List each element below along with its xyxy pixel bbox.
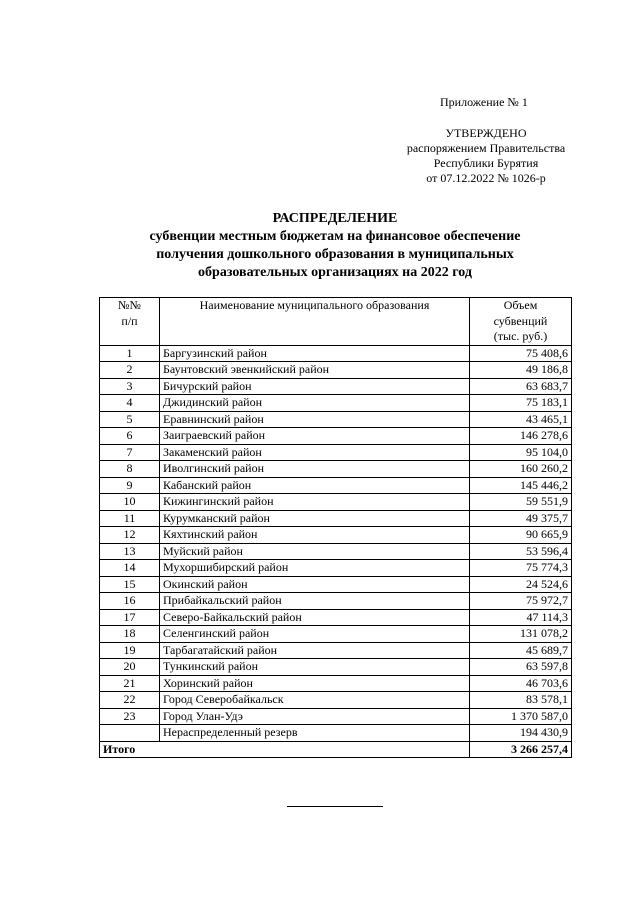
cell-number: 15 [100, 576, 160, 593]
cell-amount: 49 186,8 [470, 362, 572, 379]
cell-number: 7 [100, 444, 160, 461]
col-header-amount [470, 298, 572, 346]
document-title [100, 210, 570, 282]
table-row [100, 527, 572, 544]
header-text: субвенций [493, 313, 548, 328]
cell-amount: 146 278,6 [470, 428, 572, 445]
cell-name: Кабанский район [160, 477, 470, 494]
cell-number: 9 [100, 477, 160, 494]
cell-name: Закаменский район [160, 444, 470, 461]
table-row [100, 428, 572, 445]
cell-amount: 75 972,7 [470, 593, 572, 610]
footer-separator-line [287, 806, 383, 807]
cell-amount: 160 260,2 [470, 461, 572, 478]
cell-name: Заиграевский район [160, 428, 470, 445]
distribution-table [99, 297, 572, 758]
cell-number: 3 [100, 378, 160, 395]
cell-name: Мухоршибирский район [160, 560, 470, 577]
cell-number: 20 [100, 659, 160, 676]
cell-amount: 75 408,6 [470, 345, 572, 362]
cell-amount: 90 665,9 [470, 527, 572, 544]
cell-amount: 75 183,1 [470, 395, 572, 412]
header-text: №№ [118, 298, 141, 312]
cell-number: 6 [100, 428, 160, 445]
cell-amount: 131 078,2 [470, 626, 572, 643]
table-row [100, 692, 572, 709]
cell-amount: 59 551,9 [470, 494, 572, 511]
approval-line: от 07.12.2022 № 1026-р [426, 171, 546, 185]
cell-name: Кижингинский район [160, 494, 470, 511]
cell-amount: 145 446,2 [470, 477, 572, 494]
cell-amount: 95 104,0 [470, 444, 572, 461]
cell-amount: 83 578,1 [470, 692, 572, 709]
table-header-row [100, 298, 572, 346]
table-row [100, 543, 572, 560]
approval-line: Республики Бурятия [433, 156, 539, 170]
table-row [100, 626, 572, 643]
cell-name: Хоринский район [160, 675, 470, 692]
cell-number: 17 [100, 609, 160, 626]
cell-number: 2 [100, 362, 160, 379]
table-row [100, 510, 572, 527]
table-row [100, 411, 572, 428]
header-text: Объем [503, 298, 538, 312]
total-label: Итого [100, 741, 470, 758]
table-row [100, 378, 572, 395]
table-row [100, 461, 572, 478]
total-amount: 3 266 257,4 [470, 741, 572, 758]
cell-name: Город Северобайкальск [160, 692, 470, 709]
cell-number: 4 [100, 395, 160, 412]
cell-number: 13 [100, 543, 160, 560]
table-row [100, 560, 572, 577]
cell-number: 21 [100, 675, 160, 692]
col-header-number [100, 298, 160, 346]
table-row [100, 725, 572, 742]
cell-number: 14 [100, 560, 160, 577]
cell-number: 22 [100, 692, 160, 709]
cell-name: Баргузинский район [160, 345, 470, 362]
cell-amount: 63 683,7 [470, 378, 572, 395]
table-row [100, 708, 572, 725]
cell-amount: 45 689,7 [470, 642, 572, 659]
cell-number: 23 [100, 708, 160, 725]
total-row [100, 741, 572, 758]
table-row [100, 593, 572, 610]
cell-amount: 194 430,9 [470, 725, 572, 742]
table-row [100, 675, 572, 692]
cell-number: 10 [100, 494, 160, 511]
table-row [100, 659, 572, 676]
title-heading: РАСПРЕДЕЛЕНИЕ [272, 211, 398, 226]
table-row [100, 477, 572, 494]
cell-name: Тарбагатайский район [160, 642, 470, 659]
cell-amount: 1 370 587,0 [470, 708, 572, 725]
table-row [100, 362, 572, 379]
table-row [100, 576, 572, 593]
cell-name: Город Улан-Удэ [160, 708, 470, 725]
cell-name: Джидинский район [160, 395, 470, 412]
table-row [100, 345, 572, 362]
cell-name: Еравнинский район [160, 411, 470, 428]
cell-amount: 63 597,8 [470, 659, 572, 676]
table-row [100, 642, 572, 659]
table-row [100, 494, 572, 511]
cell-name: Баунтовский эвенкийский район [160, 362, 470, 379]
approval-line: УТВЕРЖДЕНО [445, 126, 527, 140]
cell-amount: 75 774,3 [470, 560, 572, 577]
table-row [100, 444, 572, 461]
cell-number: 19 [100, 642, 160, 659]
cell-name: Нераспределенный резерв [160, 725, 470, 742]
cell-number: 1 [100, 345, 160, 362]
cell-amount: 53 596,4 [470, 543, 572, 560]
cell-name: Прибайкальский район [160, 593, 470, 610]
cell-name: Муйский район [160, 543, 470, 560]
cell-number: 12 [100, 527, 160, 544]
cell-name: Бичурский район [160, 378, 470, 395]
approval-stamp [380, 126, 592, 186]
cell-number: 18 [100, 626, 160, 643]
cell-number: 5 [100, 411, 160, 428]
header-text: (тыс. руб.) [493, 329, 548, 343]
col-header-name: Наименование муниципального образования [160, 298, 470, 346]
cell-amount: 47 114,3 [470, 609, 572, 626]
title-line: субвенции местным бюджетам на финансовое обеспечение [149, 229, 521, 244]
cell-number: 8 [100, 461, 160, 478]
cell-name: Курумканский район [160, 510, 470, 527]
cell-amount: 24 524,6 [470, 576, 572, 593]
cell-amount: 46 703,6 [470, 675, 572, 692]
cell-name: Кяхтинский район [160, 527, 470, 544]
title-line: образовательных организациях на 2022 год [198, 265, 472, 280]
appendix-label: Приложение № 1 [440, 95, 528, 109]
cell-number: 11 [100, 510, 160, 527]
cell-name: Окинский район [160, 576, 470, 593]
cell-name: Иволгинский район [160, 461, 470, 478]
approval-line: распоряжением Правительства [406, 141, 566, 155]
cell-name: Тункинский район [160, 659, 470, 676]
table-row [100, 395, 572, 412]
title-line: получения дошкольного образования в муниципальных [156, 247, 514, 262]
cell-name: Селенгинский район [160, 626, 470, 643]
cell-amount: 43 465,1 [470, 411, 572, 428]
header-text: п/п [121, 313, 138, 328]
cell-number [100, 725, 160, 742]
table-row [100, 609, 572, 626]
cell-amount: 49 375,7 [470, 510, 572, 527]
cell-number: 16 [100, 593, 160, 610]
cell-name: Северо-Байкальский район [160, 609, 470, 626]
